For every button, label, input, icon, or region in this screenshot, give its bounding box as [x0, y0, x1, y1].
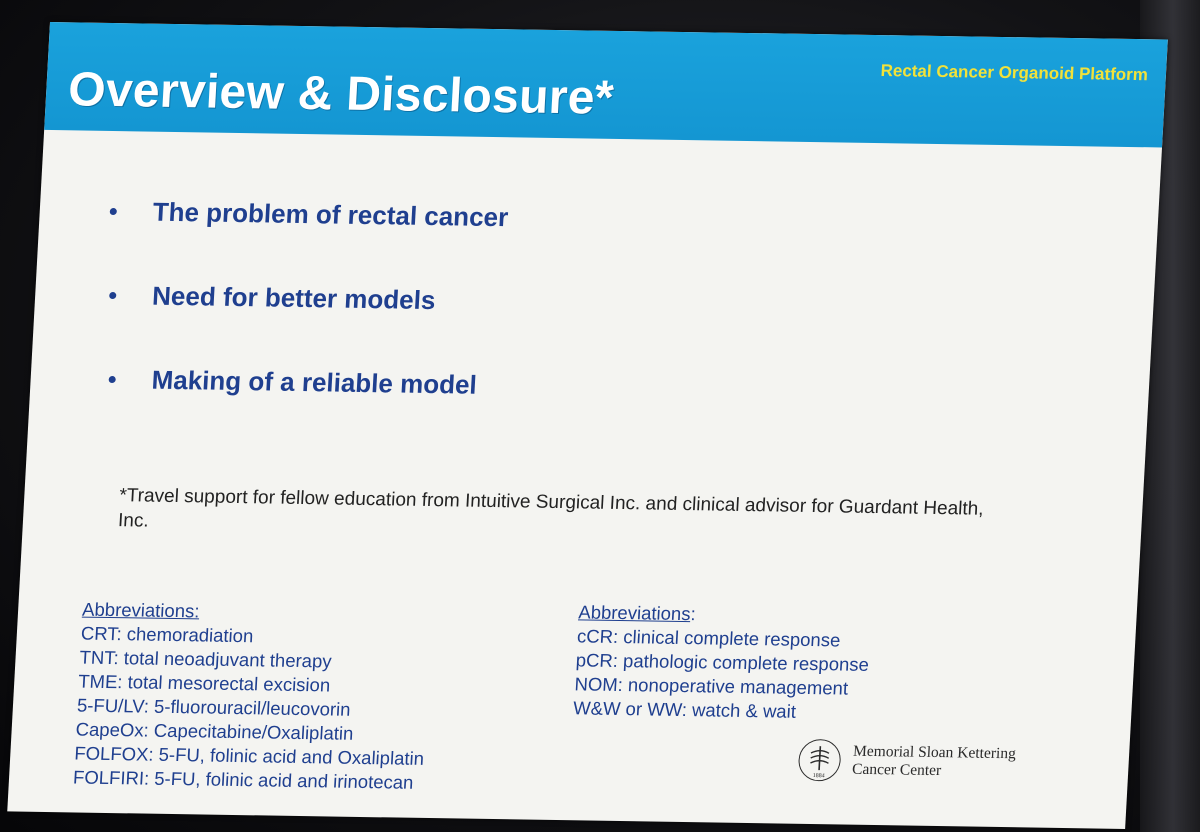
slide-header — [44, 22, 1168, 147]
abbreviations-heading: Abbreviations: — [81, 598, 201, 622]
bullet-dot-icon — [109, 291, 116, 298]
bullet-text: Making of a reliable model — [150, 364, 478, 400]
logo-year: 1884 — [812, 773, 825, 780]
abbreviation-item: FOLFIRI: 5-FU, folinic acid and irinotecan — [72, 766, 415, 793]
abbreviation-item: pCR: pathologic complete response — [575, 649, 870, 675]
bullet-text: Need for better models — [151, 280, 437, 315]
abbreviation-item: 5-FU/LV: 5-fluorouracil/leucovorin — [76, 694, 352, 720]
abbreviation-item: W&W or WW: watch & wait — [572, 697, 797, 722]
abbreviations-heading: Abbreviations — [577, 601, 692, 625]
bullet-item — [108, 359, 501, 405]
abbreviation-item: CapeOx: Capecitabine/Oxaliplatin — [75, 718, 354, 744]
logo-line-2: Cancer Center — [851, 760, 942, 780]
logo-text — [852, 743, 1017, 782]
bullet-text: The problem of rectal cancer — [152, 196, 510, 232]
bullet-dot-icon — [109, 375, 116, 382]
abbreviation-item: TME: total mesorectal excision — [77, 670, 331, 696]
abbreviation-item: FOLFOX: 5-FU, folinic acid and Oxaliplatin — [73, 742, 425, 769]
msk-logo — [797, 739, 1016, 784]
abbreviations-left — [72, 598, 432, 795]
msk-logo-glyph — [799, 740, 841, 781]
slide-subtitle: Rectal Cancer Organoid Platform — [880, 61, 1149, 85]
logo-line-1: Memorial Sloan Kettering — [852, 742, 1017, 763]
abbreviation-item: NOM: nonoperative management — [573, 673, 849, 699]
bullet-item — [109, 191, 510, 237]
slide-title: Overview & Disclosure* — [66, 63, 616, 125]
msk-logo-icon — [797, 739, 841, 782]
abbreviations-right — [573, 600, 873, 725]
slide — [7, 22, 1168, 829]
abbreviation-item: cCR: clinical complete response — [576, 625, 841, 651]
bullet-item — [108, 275, 505, 321]
abbreviations-heading-colon: : — [689, 603, 697, 625]
bullet-dot-icon — [110, 207, 117, 214]
abbreviation-item: CRT: chemoradiation — [80, 622, 254, 647]
abbreviation-item: TNT: total neoadjuvant therapy — [79, 646, 333, 672]
disclosure-text: *Travel support for fellow education from Intuitive Surgical Inc. and clinical advisor for Guardant Health, Inc. — [117, 485, 985, 532]
bullet-list — [100, 191, 510, 405]
